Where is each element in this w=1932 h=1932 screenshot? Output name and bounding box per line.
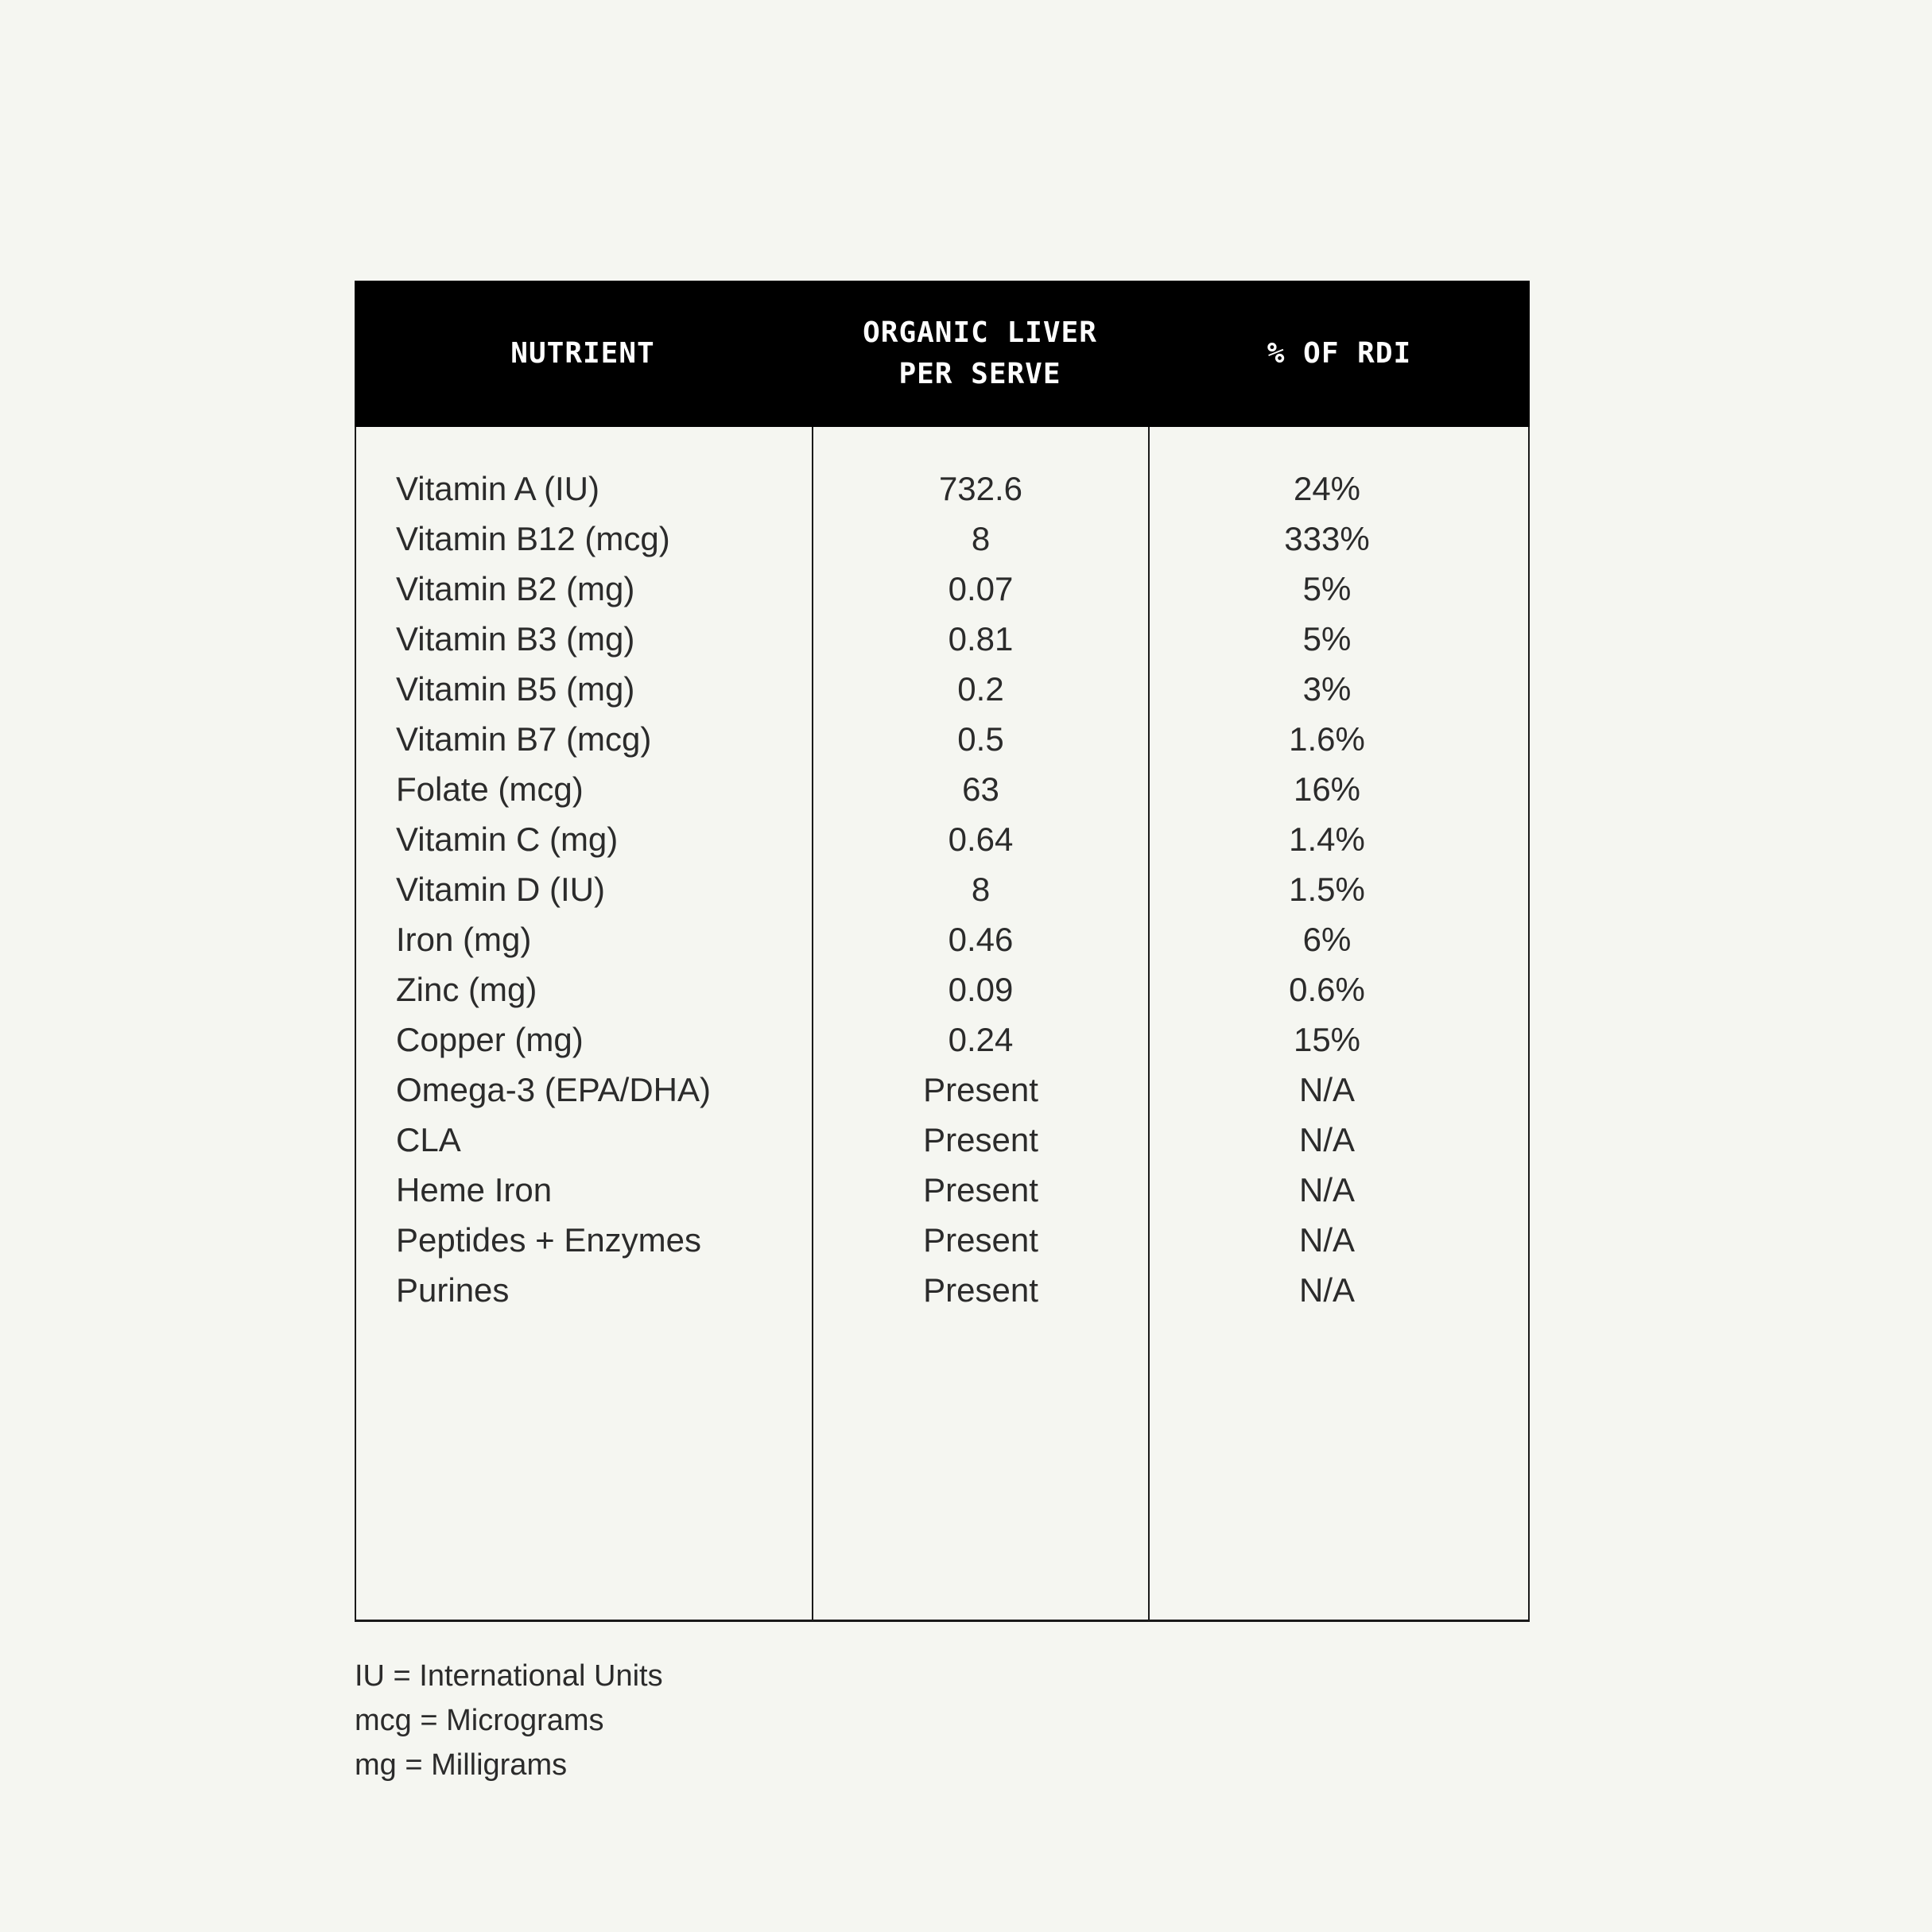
nutrient-value: 8	[971, 871, 991, 908]
header-nutrient: NUTRIENT	[510, 337, 655, 370]
table-row	[356, 564, 1528, 614]
legend-note: IU = International Units	[355, 1659, 663, 1693]
nutrient-rdi: 0.6%	[1289, 971, 1365, 1008]
nutrient-rdi: N/A	[1298, 1121, 1355, 1158]
nutrient-name: Vitamin D (IU)	[396, 871, 605, 908]
nutrient-value: 8	[971, 520, 991, 557]
nutrient-value: 0.07	[948, 570, 1014, 607]
table-row	[356, 1165, 1528, 1215]
nutrient-name: Folate (mcg)	[396, 770, 584, 808]
nutrient-name: Peptides + Enzymes	[396, 1221, 702, 1259]
nutrient-value: Present	[923, 1271, 1038, 1309]
table-row	[356, 764, 1528, 814]
nutrient-value: 0.81	[948, 620, 1014, 658]
nutrient-name: Vitamin B3 (mg)	[396, 620, 635, 658]
table-row	[356, 1014, 1528, 1065]
nutrient-rdi: N/A	[1298, 1221, 1355, 1259]
header-percent-rdi: % OF RDI	[1267, 337, 1412, 370]
nutrient-name: Copper (mg)	[396, 1021, 584, 1058]
table-row	[356, 514, 1528, 564]
nutrient-rdi: 1.4%	[1289, 821, 1365, 858]
unit-legend	[355, 1654, 663, 1787]
table-row	[356, 1065, 1528, 1115]
table-body	[356, 464, 1528, 1315]
nutrient-value: Present	[923, 1071, 1038, 1108]
table-header	[355, 281, 1530, 427]
nutrient-name: Heme Iron	[396, 1171, 553, 1208]
table-row	[356, 864, 1528, 914]
nutrient-name: Vitamin C (mg)	[396, 821, 619, 858]
nutrient-rdi: 1.5%	[1289, 871, 1365, 908]
table-row	[356, 614, 1528, 664]
nutrient-name: Vitamin B7 (mcg)	[396, 720, 652, 758]
nutrient-table	[355, 281, 1530, 1622]
nutrient-value: 0.46	[948, 921, 1014, 958]
table-row	[356, 664, 1528, 714]
nutrient-value: 0.24	[948, 1021, 1014, 1058]
nutrient-name: Zinc (mg)	[396, 971, 537, 1008]
nutrient-value: Present	[923, 1221, 1038, 1259]
nutrient-value: 0.64	[948, 821, 1014, 858]
nutrient-name: Omega-3 (EPA/DHA)	[396, 1071, 711, 1108]
nutrient-name: Vitamin A (IU)	[396, 470, 599, 507]
nutrient-rdi: N/A	[1298, 1171, 1355, 1208]
nutrient-value: 0.5	[957, 720, 1004, 758]
nutrient-value: 732.6	[938, 470, 1023, 507]
nutrient-value: Present	[923, 1171, 1038, 1208]
nutrient-rdi: N/A	[1298, 1071, 1355, 1108]
table-row	[356, 1265, 1528, 1315]
nutrient-rdi: 1.6%	[1289, 720, 1365, 758]
nutrient-name: Vitamin B12 (mcg)	[396, 520, 670, 557]
nutrient-value: Present	[923, 1121, 1038, 1158]
nutrient-value: 63	[962, 770, 999, 808]
table-row	[356, 914, 1528, 964]
table-row	[356, 1115, 1528, 1165]
nutrient-rdi: 15%	[1293, 1021, 1361, 1058]
header-organic-liver-per-serve: ORGANIC LIVER PER SERVE	[863, 316, 1097, 390]
nutrient-rdi: 5%	[1302, 620, 1352, 658]
nutrient-name: Purines	[396, 1271, 510, 1309]
nutrient-rdi: 5%	[1302, 570, 1352, 607]
nutrient-value: 0.2	[957, 670, 1004, 708]
nutrient-rdi: 6%	[1302, 921, 1352, 958]
nutrient-name: CLA	[396, 1121, 461, 1158]
nutrient-name: Iron (mg)	[396, 921, 532, 958]
nutrient-rdi: 24%	[1293, 470, 1361, 507]
nutrient-rdi: N/A	[1298, 1271, 1355, 1309]
table-row	[356, 814, 1528, 864]
table-row	[356, 964, 1528, 1014]
nutrient-rdi: 333%	[1284, 520, 1370, 557]
table-row	[356, 714, 1528, 764]
nutrient-name: Vitamin B5 (mg)	[396, 670, 635, 708]
nutrient-rdi: 3%	[1302, 670, 1352, 708]
legend-note: mg = Milligrams	[355, 1748, 568, 1782]
table-row	[356, 464, 1528, 514]
nutrient-name: Vitamin B2 (mg)	[396, 570, 635, 607]
nutrient-value: 0.09	[948, 971, 1014, 1008]
legend-note: mcg = Micrograms	[355, 1704, 604, 1737]
nutrient-rdi: 16%	[1293, 770, 1361, 808]
table-row	[356, 1215, 1528, 1265]
